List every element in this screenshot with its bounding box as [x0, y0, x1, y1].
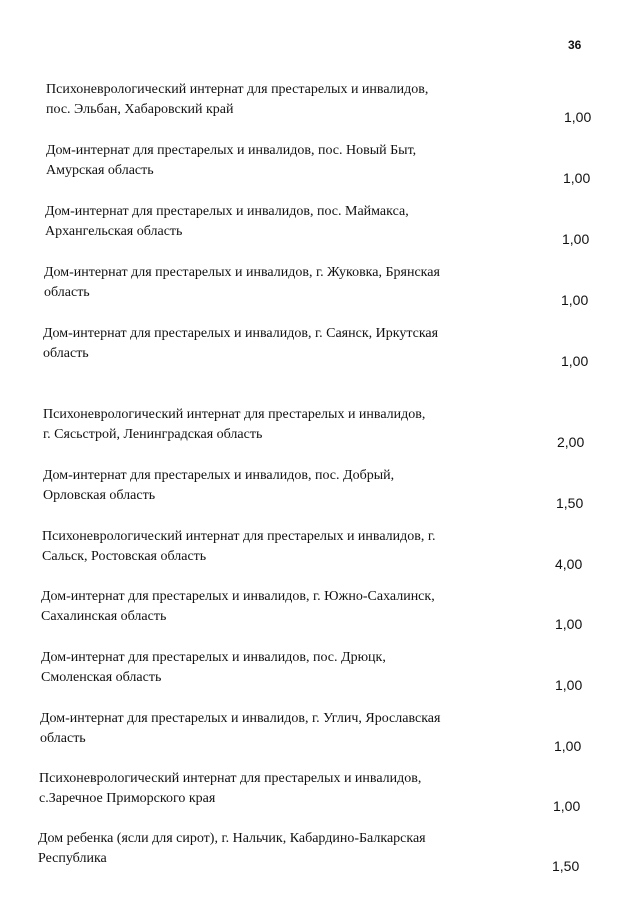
entry-text: Дом-интернат для престарелых и инвалидов, г. Жуковка, Брянская область	[44, 265, 440, 300]
entry-value: 1,00	[562, 231, 590, 247]
entry-text: Дом-интернат для престарелых и инвалидов, пос. Добрый, Орловская область	[43, 468, 395, 503]
entry-value: 1,00	[561, 353, 589, 369]
list-item	[0, 829, 640, 879]
list-item	[0, 466, 640, 516]
entry-value: 1,00	[555, 616, 583, 632]
entry-value: 1,00	[561, 292, 589, 308]
entry-text: Дом-интернат для престарелых и инвалидов, пос. Дрюцк, Смоленская область	[41, 650, 386, 685]
page-number: 36	[568, 38, 582, 52]
entry-text: Психоневрологический интернат для престарелых и инвалидов, пос. Эльбан, Хабаровский край	[46, 82, 429, 117]
entry-text: Психоневрологический интернат для престарелых и инвалидов, г. Сальск, Ростовская область	[42, 529, 436, 564]
entry-text: Дом ребенка (ясли для сирот), г. Нальчик, Кабардино-Балкарская Республика	[38, 831, 426, 866]
entry-value: 1,50	[556, 495, 584, 511]
list-item	[0, 263, 640, 313]
entry-value: 4,00	[555, 556, 583, 572]
list-item	[0, 405, 640, 455]
entry-text: Дом-интернат для престарелых и инвалидов, г. Углич, Ярославская область	[40, 711, 441, 746]
list-item	[0, 709, 640, 759]
entry-value: 1,00	[563, 170, 591, 186]
entry-value: 1,50	[552, 858, 580, 874]
list-item	[0, 587, 640, 637]
entry-value: 1,00	[555, 677, 583, 693]
list-item	[0, 527, 640, 577]
list-item	[0, 141, 640, 191]
list-item	[0, 324, 640, 374]
list-item	[0, 769, 640, 819]
list-item	[0, 648, 640, 698]
entry-text: Психоневрологический интернат для престарелых и инвалидов, г. Сясьстрой, Ленинградская область	[43, 407, 426, 442]
entry-text: Дом-интернат для престарелых и инвалидов, г. Южно-Сахалинск, Сахалинская область	[41, 589, 435, 624]
list-item	[0, 202, 640, 252]
entry-text: Дом-интернат для престарелых и инвалидов, г. Саянск, Иркутская область	[43, 326, 439, 361]
entry-text: Дом-интернат для престарелых и инвалидов, пос. Маймакса, Архангельская область	[45, 204, 409, 239]
entry-value: 1,00	[554, 738, 582, 754]
entry-value: 1,00	[553, 798, 581, 814]
list-item	[0, 80, 640, 130]
entry-text: Психоневрологический интернат для престарелых и инвалидов, с.Заречное Приморского края	[39, 771, 422, 806]
entry-text: Дом-интернат для престарелых и инвалидов, пос. Новый Быт, Амурская область	[46, 143, 417, 178]
entry-value: 2,00	[557, 434, 585, 450]
entry-value: 1,00	[564, 109, 592, 125]
